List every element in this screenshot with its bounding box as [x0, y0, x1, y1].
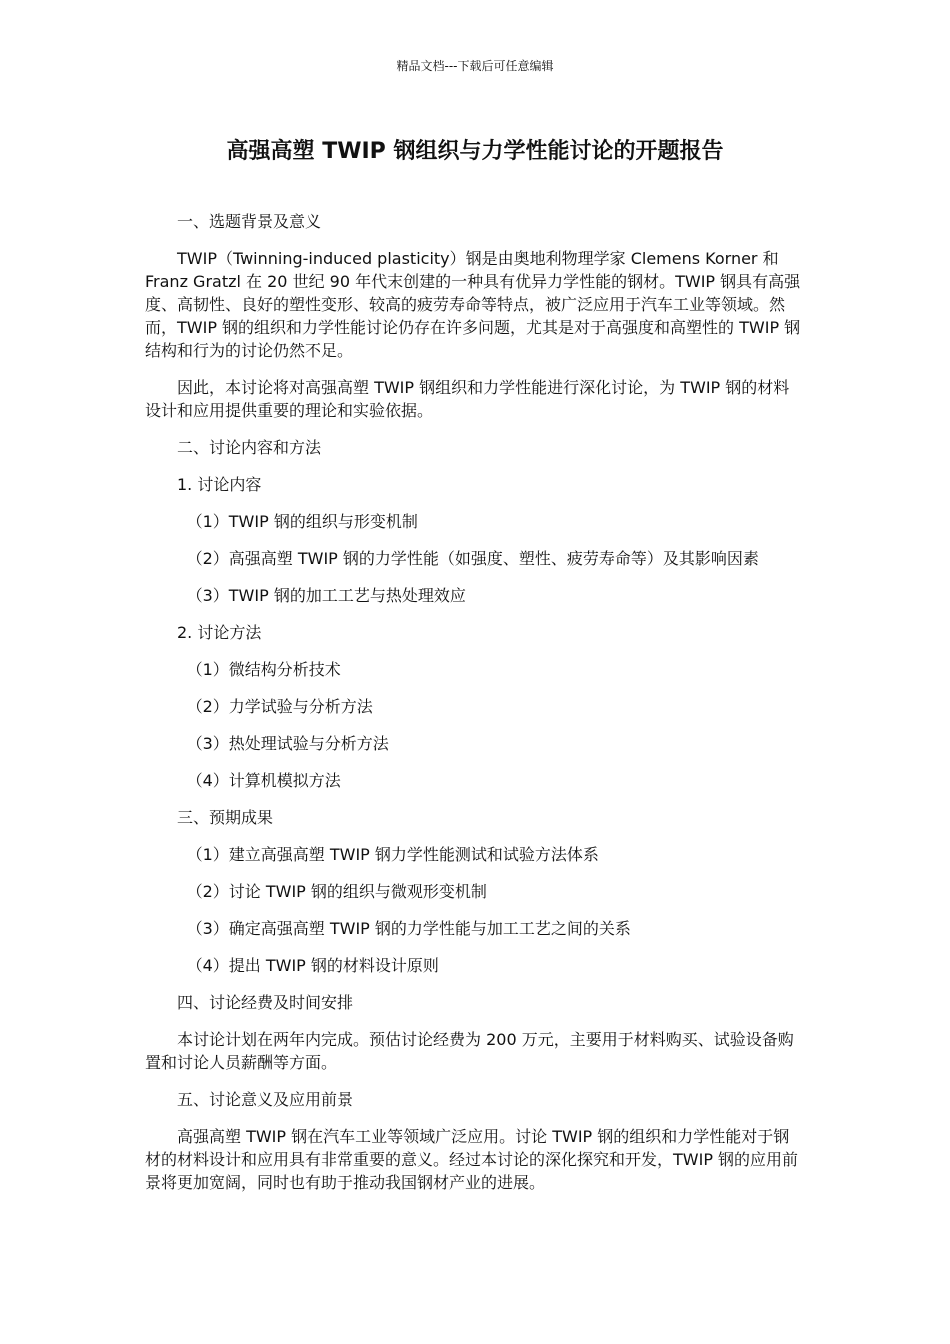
section-heading-budget-schedule: 四、讨论经费及时间安排	[177, 993, 354, 1012]
section-heading-background: 一、选题背景及意义	[177, 212, 322, 231]
section-heading-significance: 五、讨论意义及应用前景	[177, 1090, 354, 1109]
result-item-3: （3）确定高强高塑 TWIP 钢的力学性能与加工工艺之间的关系	[186, 919, 631, 938]
paragraph-purpose: 因此，本讨论将对高强高塑 TWIP 钢组织和力学性能进行深化讨论，为 TWIP 钢的材料设计和应用提供重要的理论和实验依据。	[145, 378, 790, 420]
result-item-2: （2）讨论 TWIP 钢的组织与微观形变机制	[186, 882, 487, 901]
paragraph-budget-schedule: 本讨论计划在两年内完成。预估讨论经费为 200 万元，主要用于材料购买、试验设备购置和讨论人员薪酬等方面。	[145, 1030, 794, 1072]
result-item-1: （1）建立高强高塑 TWIP 钢力学性能测试和试验方法体系	[186, 845, 599, 864]
paragraph-significance: 高强高塑 TWIP 钢在汽车工业等领域广泛应用。讨论 TWIP 钢的组织和力学性能对于钢材的材料设计和应用具有非常重要的意义。经过本讨论的深化探究和开发，TWIP 钢的应用前景将更加宽阔，同时也有助于推动我国钢材产业的进展。	[145, 1127, 799, 1192]
header-note: 精品文档---下载后可任意编辑	[396, 59, 554, 73]
content-item-3: （3）TWIP 钢的加工工艺与热处理效应	[186, 586, 466, 605]
section-heading-expected-results: 三、预期成果	[177, 808, 274, 827]
method-item-2: （2）力学试验与分析方法	[186, 697, 373, 716]
method-item-3: （3）热处理试验与分析方法	[186, 734, 389, 753]
content-item-1: （1）TWIP 钢的组织与形变机制	[186, 512, 418, 531]
content-item-2: （2）高强高塑 TWIP 钢的力学性能（如强度、塑性、疲劳寿命等）及其影响因素	[186, 549, 759, 568]
subheading-content: 1. 讨论内容	[177, 475, 262, 494]
subheading-method: 2. 讨论方法	[177, 623, 262, 642]
method-item-4: （4）计算机模拟方法	[186, 771, 341, 790]
result-item-4: （4）提出 TWIP 钢的材料设计原则	[186, 956, 439, 975]
method-item-1: （1）微结构分析技术	[186, 660, 341, 679]
section-heading-content-method: 二、讨论内容和方法	[177, 438, 322, 457]
document-body	[145, 210, 805, 1208]
document-title: 高强高塑 TWIP 钢组织与力学性能讨论的开题报告	[226, 139, 724, 164]
paragraph-background: TWIP（Twinning-induced plasticity）钢是由奥地利物理学家 Clemens Korner 和 Franz Gratzl 在 20 世纪 90 年代末创建的一种具有优异力学性能的钢材。TWIP 钢具有高强度、高韧性、良好的塑性变形、较高的疲劳寿命等特点，被广泛应用于汽车工业等领域。然而，TWIP 钢的组织和力学性能讨论仍存在许多问题，尤其是对于高强度和高塑性的 TWIP 钢结构和行为的讨论仍然不足。	[145, 249, 801, 360]
